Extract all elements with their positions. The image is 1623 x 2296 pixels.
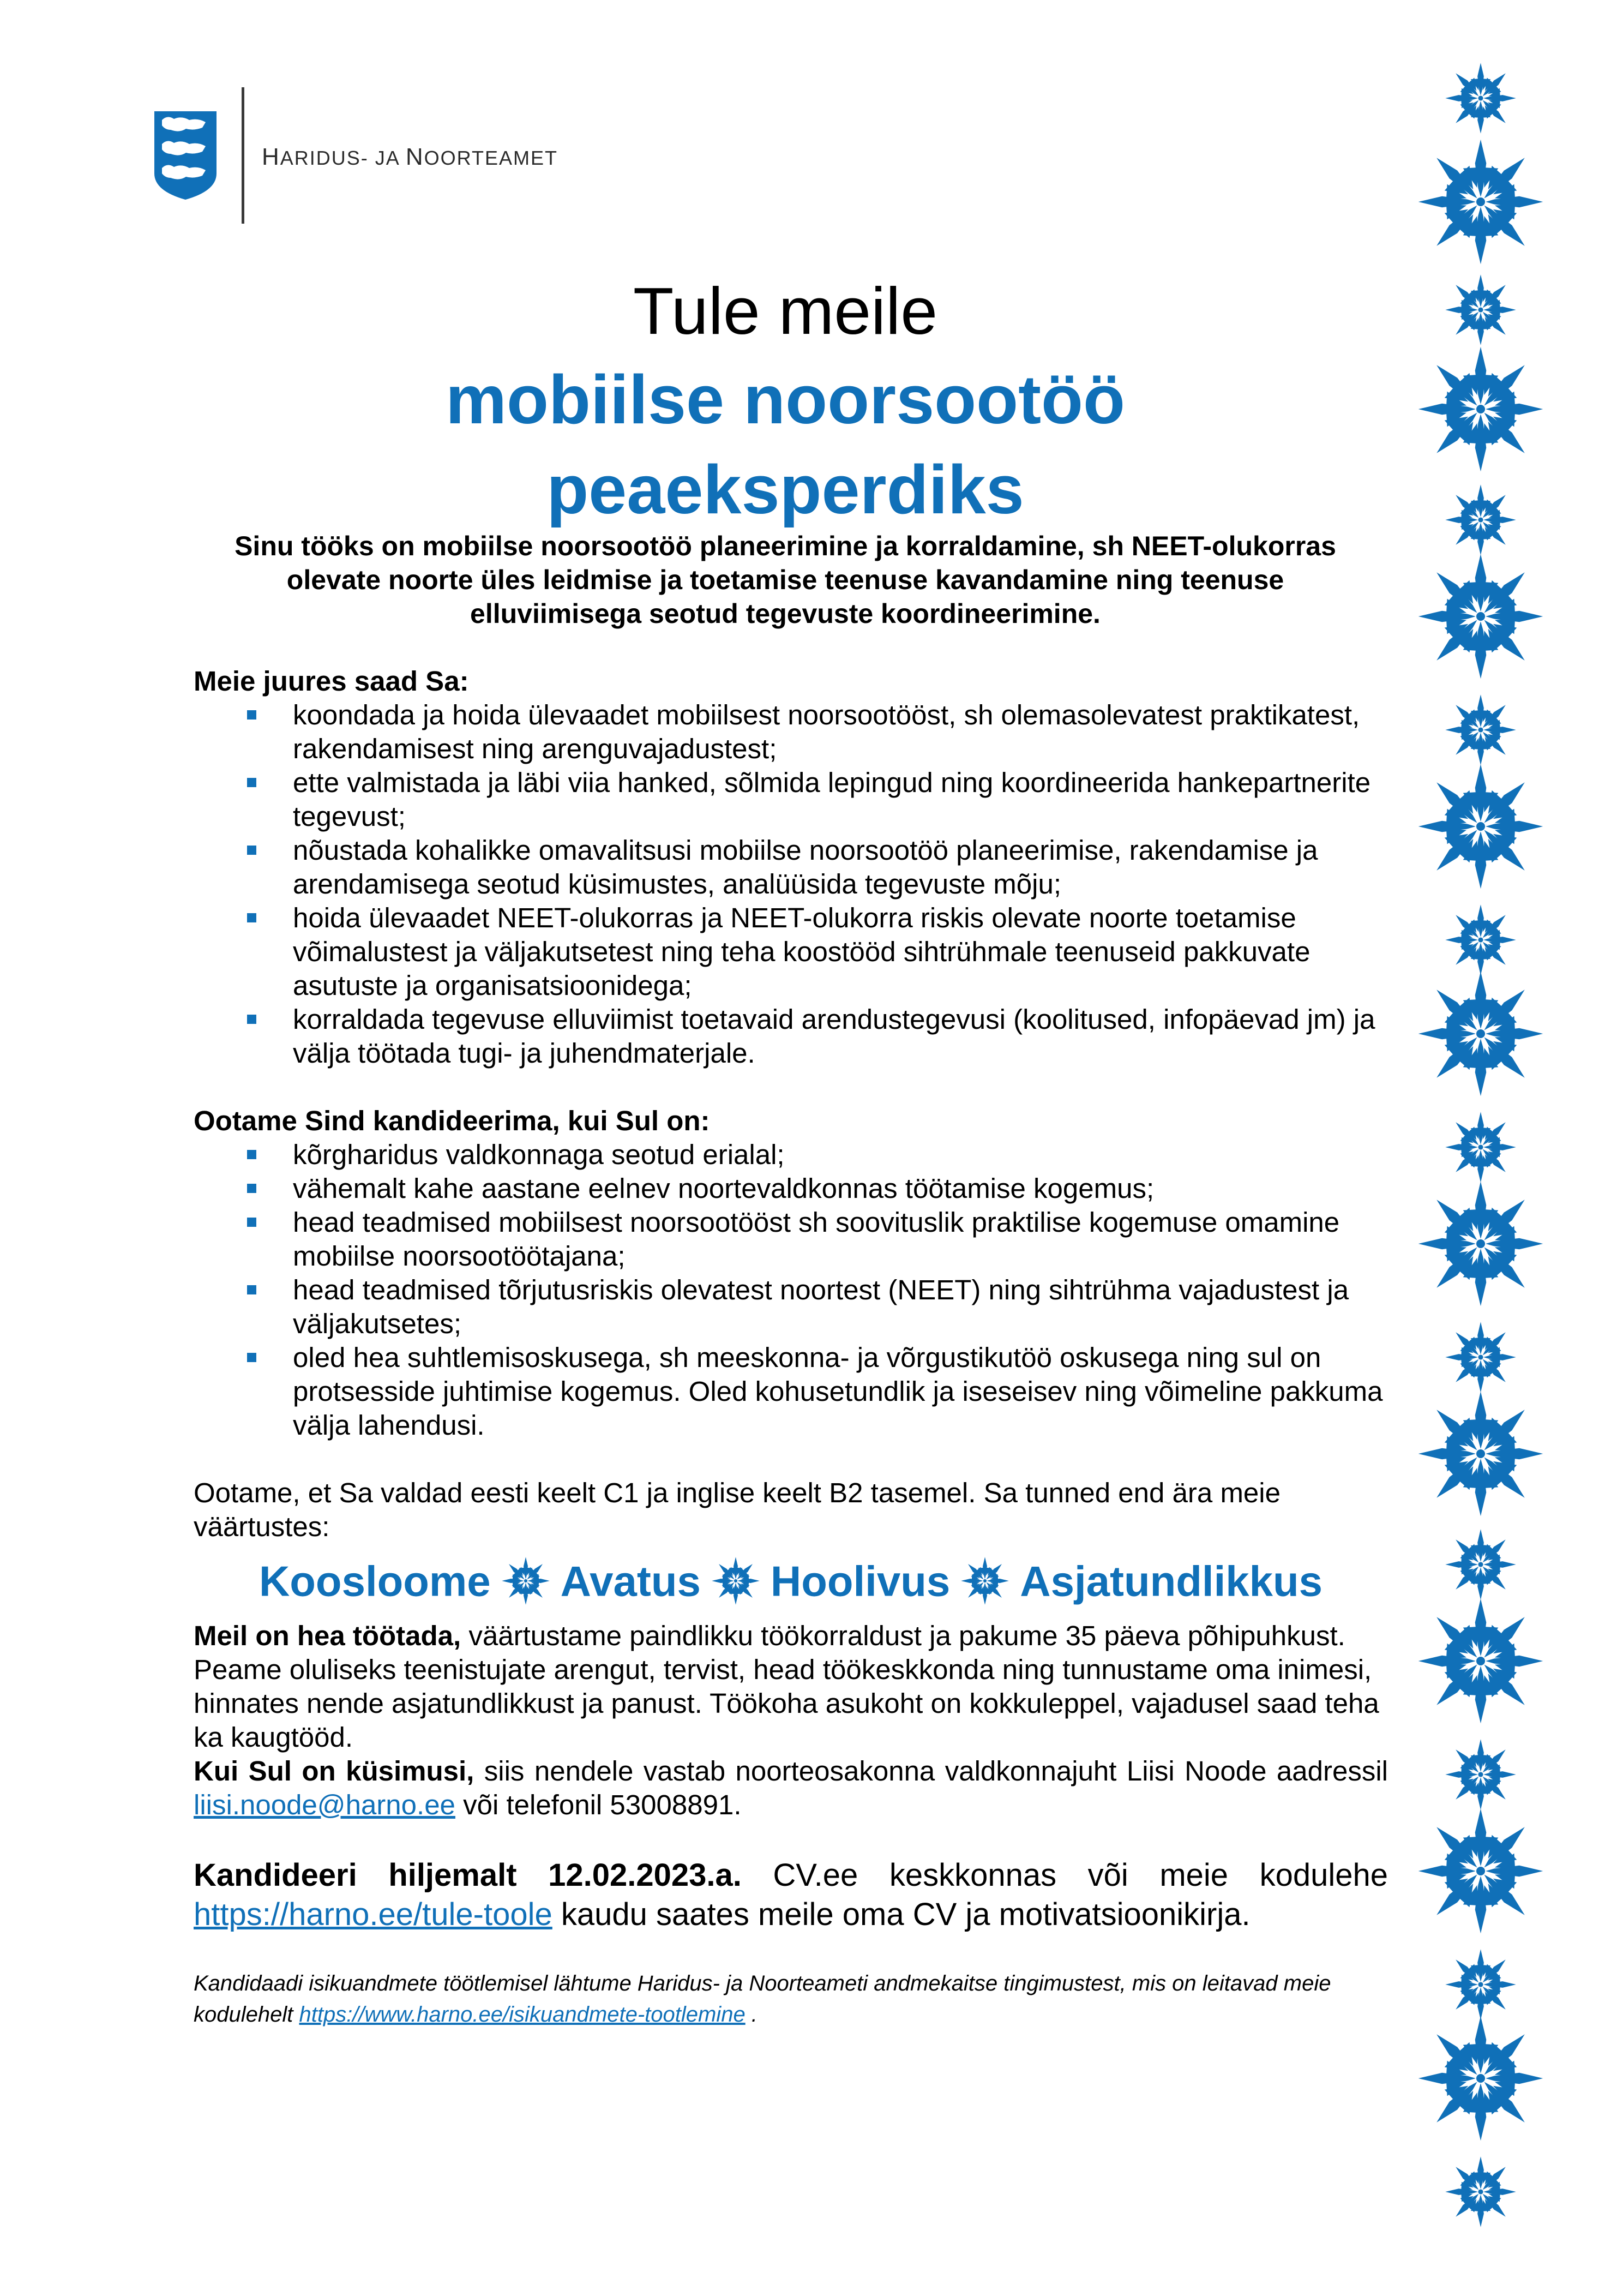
estonian-star-ornament-icon bbox=[1444, 693, 1518, 767]
value-asjatundlikkus: Asjatundlikkus bbox=[1020, 1557, 1323, 1605]
benefits-paragraph: Meil on hea töötada, väärtustame paindlikku töökorraldust ja pakume 35 päeva põhipuhkust. Peame oluliseks teenistujate arengut, tervist, head töökeskkonda ning tunnustame oma inimesi, hinnates nende asjatundlikkust ja panust. Töökoha asukoht on kokkuleppel, vajadusel saad teha ka kaugtööd. bbox=[194, 1620, 1379, 1753]
apply-link[interactable]: https://harno.ee/tule-toole bbox=[194, 1897, 552, 1933]
offer-item: nõustada kohalikke omavalitsusi mobiilse noorsootöö planeerimise, rakendamise ja arendamisega seotud küsimustes, analüüsida tegevuste mõju; bbox=[194, 834, 1388, 901]
bullet-icon bbox=[247, 1184, 256, 1193]
page-title-line-1: Tule meile bbox=[633, 274, 938, 348]
organization-name: HARIDUS- JA NOORTEAMET bbox=[262, 143, 558, 170]
bullet-icon bbox=[247, 1218, 256, 1227]
bullet-icon bbox=[247, 1285, 256, 1294]
star-icon bbox=[501, 1556, 551, 1606]
privacy-link[interactable]: https://www.harno.ee/isikuandmete-tootlemine bbox=[299, 2003, 746, 2027]
language-requirements: Ootame, et Sa valdad eesti keelt C1 ja inglise keelt B2 tasemel. Sa tunned end ära meie väärtustes: bbox=[194, 1477, 1281, 1542]
value-hoolivus: Hoolivus bbox=[770, 1557, 951, 1605]
page-title-line-2: mobiilse noorsootöö bbox=[446, 361, 1125, 438]
estonian-star-ornament-icon bbox=[1444, 61, 1518, 135]
three-lions-crest-icon bbox=[150, 109, 221, 202]
offer-item: ette valmistada ja läbi viia hanked, sõlmida lepingud ning koordineerida hankepartnerite tegevust; bbox=[194, 766, 1388, 834]
estonian-star-ornament-icon bbox=[1444, 483, 1518, 557]
offer-list bbox=[194, 698, 1388, 1070]
star-icon bbox=[960, 1556, 1010, 1606]
privacy-notice: Kandidaadi isikuandmete töötlemisel lähtume Haridus- ja Noorteameti andmekaitse tingimustest, mis on leitavad meie kodulehelt https://www.harno.ee/isikuandmete-tootlemine . bbox=[194, 1971, 1331, 2027]
value-avatus: Avatus bbox=[560, 1557, 701, 1605]
job-content bbox=[194, 664, 1388, 2030]
estonian-star-ornament-icon bbox=[1444, 273, 1518, 347]
contact-paragraph: Kui Sul on küsimusi, siis nendele vastab noorteosakonna valdkonnajuht Liisi Noode aadressil liisi.noode@harno.ee või telefonil 53008891. bbox=[194, 1755, 1388, 1821]
bullet-icon bbox=[247, 1150, 256, 1159]
value-koosloome: Koosloome bbox=[259, 1557, 491, 1605]
organization-logo bbox=[150, 87, 586, 224]
bullet-icon bbox=[247, 710, 256, 720]
apply-paragraph: Kandideeri hiljemalt 12.02.2023.a. CV.ee keskkonnas või meie kodulehe https://harno.ee/tule-toole kaudu saates meile oma CV ja motivatsioonikirja. bbox=[194, 1857, 1388, 1933]
requirements-heading: Ootame Sind kandideerima, kui Sul on: bbox=[194, 1105, 710, 1136]
estonian-star-ornament-icon bbox=[1444, 2155, 1518, 2229]
bullet-icon bbox=[247, 1353, 256, 1362]
requirement-item: head teadmised tõrjutusriskis olevatest noortest (NEET) ning sihtrühma vajadustest ja väljakutsetes; bbox=[194, 1273, 1388, 1341]
requirement-item: vähemalt kahe aastane eelnev noortevaldkonnas töötamise kogemus; bbox=[194, 1172, 1388, 1206]
estonian-star-ornament-icon bbox=[1415, 136, 1546, 267]
requirement-item: kõrgharidus valdkonnaga seotud erialal; bbox=[194, 1138, 1388, 1172]
requirement-item: oled hea suhtlemisoskusega, sh meeskonna- ja võrgustikutöö oskusega ning sul on protsesside juhtimise kogemus. Oled kohusetundlik ja iseseisev ning võimeline pakkuma välja lahendusi. bbox=[194, 1341, 1388, 1442]
estonian-star-ornament-icon bbox=[1444, 1110, 1518, 1184]
bullet-icon bbox=[247, 1015, 256, 1024]
estonian-star-ornament-icon bbox=[1444, 1527, 1518, 1602]
offer-item: koondada ja hoida ülevaadet mobiilsest noorsootööst, sh olemasolevatest praktikatest, rakendamisest ning arenguvajadustest; bbox=[194, 698, 1388, 766]
page-title-line-3: peaeksperdiks bbox=[546, 451, 1024, 528]
estonian-star-ornament-icon bbox=[1444, 1947, 1518, 2022]
values-row bbox=[194, 1550, 1388, 1608]
requirements-list bbox=[194, 1138, 1388, 1442]
estonian-star-ornament-icon bbox=[1415, 2013, 1546, 2144]
contact-email-link[interactable]: liisi.noode@harno.ee bbox=[194, 1789, 455, 1821]
requirement-item: head teadmised mobiilsest noorsootööst sh soovituslik praktilise kogemuse omamine mobiilse noorsootöötajana; bbox=[194, 1206, 1388, 1273]
bullet-icon bbox=[247, 913, 256, 922]
estonian-star-ornament-icon bbox=[1415, 1388, 1546, 1519]
logo-divider bbox=[242, 87, 244, 224]
estonian-star-ornament-icon bbox=[1415, 968, 1546, 1099]
estonian-star-ornament-icon bbox=[1415, 1596, 1546, 1727]
estonian-star-ornament-icon bbox=[1415, 1806, 1546, 1937]
estonian-star-ornament-icon bbox=[1415, 344, 1546, 475]
estonian-star-ornament-icon bbox=[1444, 1737, 1518, 1812]
offer-heading: Meie juures saad Sa: bbox=[194, 666, 469, 697]
side-ornament-column bbox=[1415, 0, 1546, 2296]
estonian-star-ornament-icon bbox=[1444, 1320, 1518, 1394]
offer-item: korraldada tegevuse elluviimist toetavaid arendustegevusi (koolitused, infopäevad jm) ja välja töötada tugi- ja juhendmaterjale. bbox=[194, 1003, 1388, 1070]
bullet-icon bbox=[247, 778, 256, 787]
estonian-star-ornament-icon bbox=[1415, 761, 1546, 892]
offer-item: hoida ülevaadet NEET-olukorras ja NEET-olukorra riskis olevate noorte toetamise võimalustest ja väljakutsetest ning teha koostööd sihtrühmale teenuseid pakkuvate asutuste ja organisatsioonidega; bbox=[194, 901, 1388, 1003]
job-intro: Sinu tööks on mobiilse noorsootöö planeerimine ja korraldamine, sh NEET-olukorras olevate noorte üles leidmise ja toetamise teenuse kavandamine ning teenuse elluviimisega seotud tegevuste koordineerimine. bbox=[235, 531, 1336, 629]
star-icon bbox=[711, 1556, 761, 1606]
bullet-icon bbox=[247, 846, 256, 855]
estonian-star-ornament-icon bbox=[1415, 551, 1546, 682]
estonian-star-ornament-icon bbox=[1444, 903, 1518, 977]
estonian-star-ornament-icon bbox=[1415, 1178, 1546, 1309]
